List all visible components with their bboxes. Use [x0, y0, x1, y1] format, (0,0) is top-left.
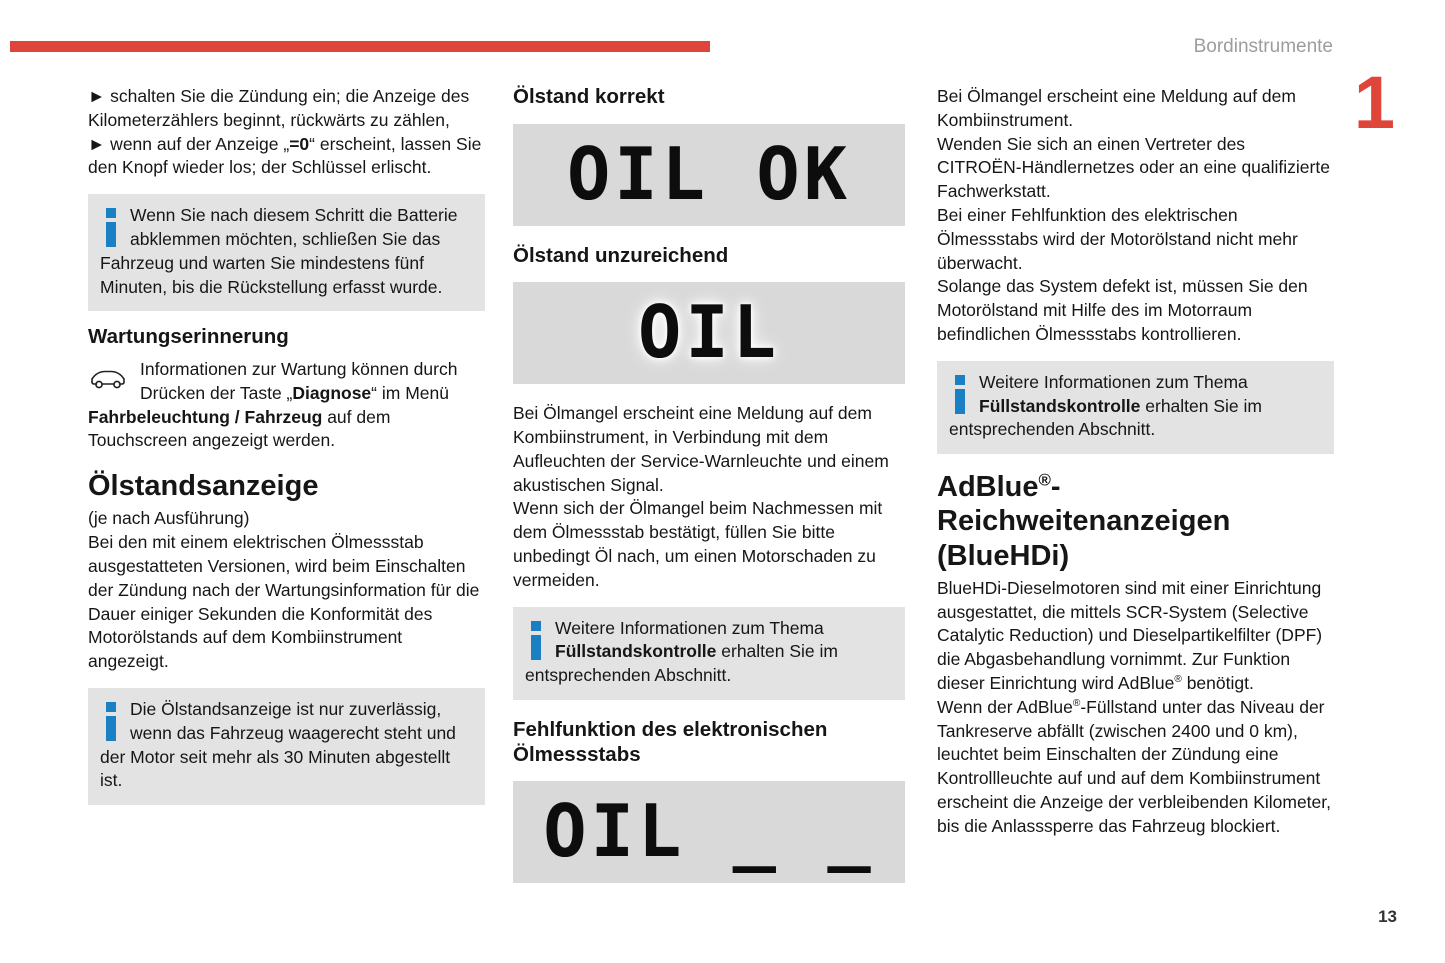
- bullet-item: ► schalten Sie die Zündung ein; die Anzeige des Kilometerzählers beginnt, rückwärts zu zählen,: [88, 86, 470, 130]
- info-icon-glyph: [104, 207, 118, 247]
- info-icon: [529, 620, 543, 660]
- paragraph: Wenden Sie sich an einen Vertreter des CITROËN-Händlernetzes oder an eine qualifizierte Fachwerkstatt.: [937, 133, 1330, 202]
- info-icon: [104, 701, 118, 741]
- instrument-display-oil-fault: [513, 781, 905, 883]
- maintenance-paragraph: [88, 358, 485, 453]
- paragraph: Bei einer Fehlfunktion des elektrischen Ölmessstabs wird der Motorölstand nicht mehr überwacht.: [937, 204, 1298, 273]
- car-icon: [88, 358, 132, 404]
- chapter-accent-bar: [10, 41, 710, 52]
- paragraph: BlueHDi-Dieselmotoren sind mit einer Einrichtung ausgestattet, die mittels SCR-System (Selective Catalytic Reduction) und Dieselpartikelfilter (DPF) die Abgasbehandlung vornimmt. Zur Funktion dieser Einrichtung wird AdBlue® benötigt.: [937, 577, 1323, 693]
- section-heading-maintenance: Wartungserinnerung: [88, 325, 289, 349]
- section-heading-oil-ok: Ölstand korrekt: [513, 85, 665, 108]
- display-text: OIL: [637, 290, 781, 375]
- column-right: [937, 85, 1334, 839]
- instrument-display-oil-low: [513, 282, 905, 384]
- info-icon: [953, 374, 967, 414]
- info-box: [937, 361, 1334, 454]
- info-icon: [104, 207, 118, 247]
- chapter-number-tab: 1: [1353, 61, 1395, 144]
- variant-note: (je nach Ausführung): [88, 508, 250, 529]
- info-icon-glyph: [529, 620, 543, 660]
- column-middle: [513, 85, 905, 883]
- info-box-text: Die Ölstandsanzeige ist nur zuverlässig, wenn das Fahrzeug waagerecht steht und der Motor seit mehr als 30 Minuten abgestellt ist.: [100, 698, 456, 791]
- info-box: [88, 194, 485, 311]
- display-text: OIL OK: [566, 131, 852, 216]
- paragraph: Wenn sich der Ölmangel beim Nachmessen mit dem Ölmessstab bestätigt, füllen Sie bitte unbedingt Öl nach, um einen Motorschaden zu vermeiden.: [513, 498, 883, 590]
- info-box: [88, 688, 485, 805]
- section-heading-oil-low: Ölstand unzureichend: [513, 243, 729, 267]
- paragraph: Wenn der AdBlue®-Füllstand unter das Niveau der Tankreserve abfällt (zwischen 2400 und 0 km), leuchtet beim Einschalten der Zündung eine Kontrollleuchte auf und auf dem Kombiinstrument erscheint die Anzeige der verbleibenden Kilometer, bis die Anlasssperre das Fahrzeug blockiert.: [937, 696, 1331, 836]
- info-icon-glyph: [104, 701, 118, 741]
- instrument-display-oil-ok: [513, 124, 905, 226]
- column-left: [88, 85, 485, 819]
- paragraph: Solange das System defekt ist, müssen Sie den Motorölstand mit Hilfe des im Motorraum befindlichen Ölmessstabs kontrollieren.: [937, 276, 1308, 344]
- section-heading-dipstick-fault: Fehlfunktion des elektronischen Ölmessstabs: [513, 717, 828, 766]
- info-box-text: Weitere Informationen zum Thema Füllstandskontrolle erhalten Sie im entsprechenden Abschnitt.: [949, 371, 1262, 440]
- bullet-item: ► wenn auf der Anzeige „=0“ erscheint, lassen Sie den Knopf wieder los; der Schlüssel erlischt.: [88, 133, 482, 178]
- info-box: [513, 607, 905, 700]
- info-icon-glyph: [953, 374, 967, 414]
- display-text: OIL _ _: [543, 789, 875, 874]
- chapter-title: Bordinstrumente: [1193, 36, 1333, 57]
- paragraph: Bei Ölmangel erscheint eine Meldung auf dem Kombiinstrument.: [937, 86, 1296, 130]
- maintenance-paragraph-text: Informationen zur Wartung können durch Drücken der Taste „Diagnose“ im Menü Fahrbeleuchtung / Fahrzeug auf dem Touchscreen angezeigt werden.: [88, 358, 458, 451]
- page-heading-adblue: AdBlue®-Reichweitenanzeigen (BlueHDi): [937, 470, 1231, 572]
- info-box-text: Weitere Informationen zum Thema Füllstandskontrolle erhalten Sie im entsprechenden Abschnitt.: [525, 617, 838, 686]
- paragraph: Bei den mit einem elektrischen Ölmessstab ausgestatteten Versionen, wird beim Einschalten der Zündung nach der Wartungsinformation für die Dauer einiger Sekunden die Konformität des Motorölstands auf dem Kombiinstrument angezeigt.: [88, 532, 480, 672]
- page-heading-oil-level: Ölstandsanzeige: [88, 470, 319, 503]
- paragraph: Bei Ölmangel erscheint eine Meldung auf dem Kombiinstrument, in Verbindung mit dem Aufleuchten der Service-Warnleuchte und einem akustischen Signal.: [513, 403, 889, 495]
- page-number: 13: [1378, 907, 1397, 926]
- info-box-text: Wenn Sie nach diesem Schritt die Batterie abklemmen möchten, schließen Sie das Fahrzeug und warten Sie mindestens fünf Minuten, bis die Rückstellung erfasst wurde.: [100, 205, 458, 297]
